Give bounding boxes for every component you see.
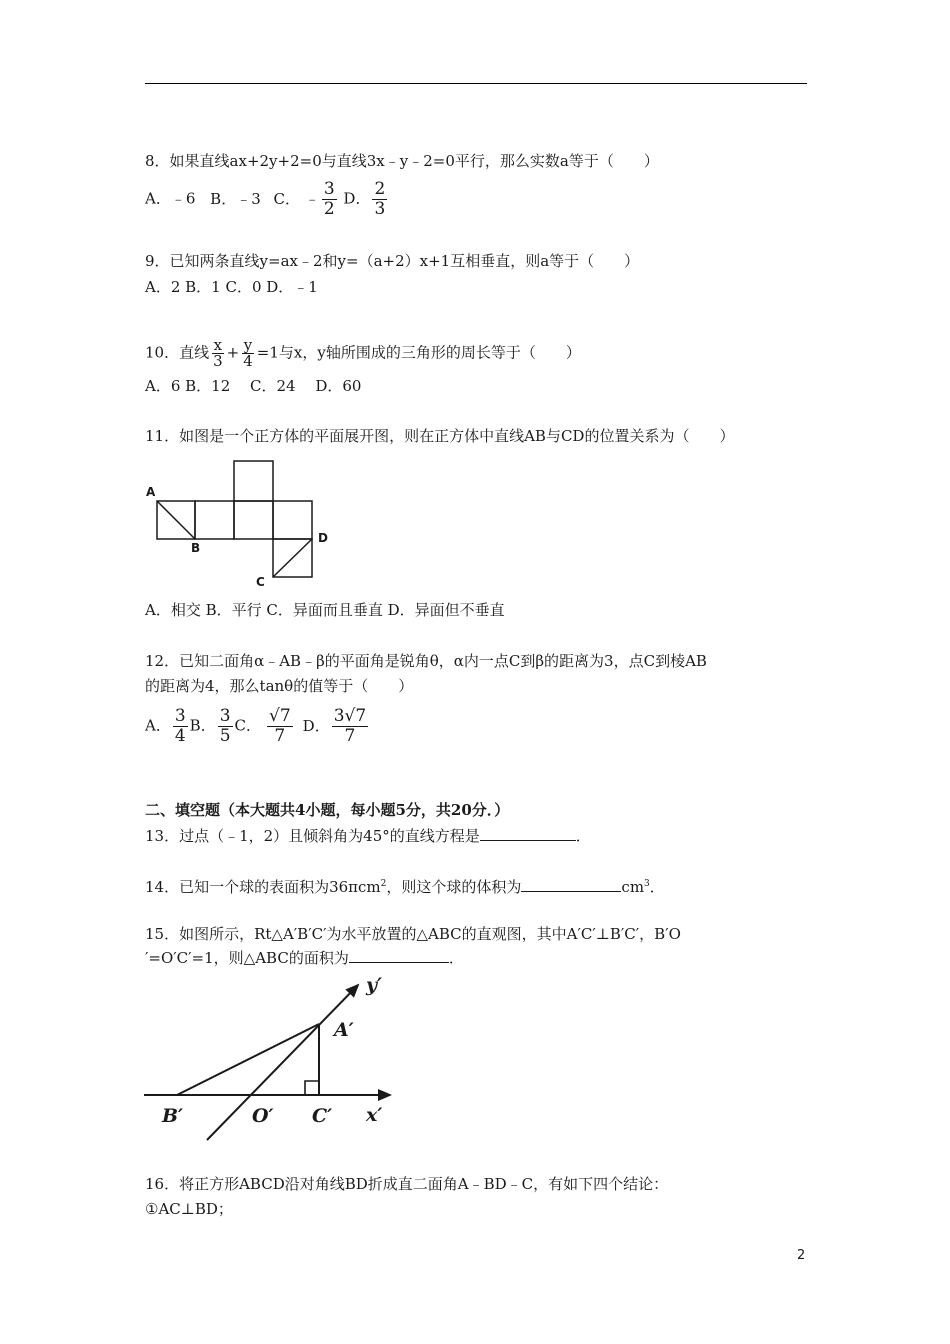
q12-option-d-label: D． [302, 716, 330, 735]
q12-option-c-label: C． [234, 716, 262, 735]
q14-superscript: 2 [380, 879, 387, 889]
q12-options [145, 707, 370, 746]
q12-option-d-fraction: $\frac{3√7}{7}$ [333, 706, 367, 746]
q12-line1: 12．已知二面角α﹣AB﹣β的平面角是锐角θ，α内一点C到β的距离为3，点C到棱AB [145, 652, 707, 670]
q10-equals: =1 [256, 343, 279, 362]
label-a-prime: A′ [334, 1019, 354, 1041]
q8-options [145, 180, 389, 219]
header-rule [145, 83, 807, 84]
label-y-prime: y′ [366, 974, 383, 996]
q15-line2 [145, 948, 464, 968]
q12-option-a-fraction: $\frac{3}{4}$ [174, 706, 186, 746]
net-square-2 [195, 501, 234, 539]
y-axis [207, 985, 358, 1140]
q12-option-c-fraction: $\frac{√7}{7}$ [269, 706, 291, 746]
segment-ab [157, 501, 195, 539]
q12-option-b-label: B． [189, 716, 216, 735]
q15-line1: 15．如图所示，Rt△A′B′C′为水平放置的△ABC的直观图，其中A′C′⊥B′C′，B′O [145, 925, 681, 943]
q10-prefix: 10．直线 [145, 343, 210, 362]
q10-fraction-x: $\frac{x}{3}$ [213, 336, 223, 370]
q10-plus: + [226, 343, 240, 362]
segment-cd [273, 539, 312, 577]
q15-end: ． [448, 949, 464, 967]
label-b: B [191, 541, 201, 555]
label-a: A [146, 485, 156, 499]
q8-option-c-sign: ﹣ [304, 189, 320, 208]
q8-option-d-fraction: $\frac{2}{3}$ [374, 179, 386, 219]
q8-stem: 8．如果直线ax+2y+2=0与直线3x﹣y﹣2=0平行，那么实数a等于（ ） [145, 152, 659, 170]
net-square-top [234, 461, 273, 501]
q14-text: 14．已知一个球的表面积为36πcm [145, 878, 381, 896]
page-number: 2 [797, 1248, 806, 1263]
q8-option-a: A．﹣6 [145, 189, 196, 208]
q9-stem: 9．已知两条直线y=ax﹣2和y=（a+2）x+1互相垂直，则a等于（ ） [145, 252, 640, 270]
q14-end: ． [649, 878, 665, 896]
section-2-title: 二、填空题（本大题共4小题，每小题5分，共20分．） [145, 801, 510, 819]
label-d: D [318, 531, 328, 545]
label-o-prime: O′ [252, 1105, 274, 1127]
q16-line2: ①AC⊥BD； [145, 1200, 233, 1218]
side-b-a [177, 1024, 319, 1095]
label-c: C [256, 575, 265, 589]
cube-net-figure [140, 455, 340, 590]
q16-line1: 16．将正方形ABCD沿对角线BD折成直二面角A﹣BD﹣C，有如下四个结论： [145, 1175, 669, 1193]
net-square-4 [273, 501, 312, 539]
q14-answer-blank[interactable] [521, 891, 621, 892]
q10-options: A．6 B．12 C．24 D．60 [145, 377, 362, 395]
q8-option-b: B．﹣3 [210, 189, 261, 208]
q12-option-b-fraction: $\frac{3}{5}$ [219, 706, 231, 746]
q15-answer-blank[interactable] [349, 962, 449, 963]
q10-suffix: 与x，y轴所围成的三角形的周长等于（ ） [278, 343, 581, 362]
label-b-prime: B′ [162, 1105, 184, 1127]
q8-option-c-label: C． [273, 189, 301, 208]
q15-line2-text: ′=O′C′=1，则△ABC的面积为 [145, 949, 349, 967]
q14 [145, 874, 665, 897]
q14-mid: ，则这个球的体积为 [386, 878, 522, 896]
label-x-prime: x′ [366, 1104, 383, 1126]
q13-end: ． [575, 827, 591, 845]
q12-line2: 的距离为4，那么tanθ的值等于（ ） [145, 677, 414, 695]
q14-unit-superscript: 3 [644, 879, 650, 889]
label-c-prime: C′ [312, 1105, 333, 1127]
q11-options: A．相交 B．平行 C．异面而且垂直 D．异面但不垂直 [145, 601, 505, 619]
q14-unit: cm [621, 878, 645, 896]
q10-stem [145, 338, 581, 369]
q13-text: 13．过点（﹣1，2）且倾斜角为45°的直线方程是 [145, 827, 480, 845]
q9-options: A．2 B．1 C．0 D．﹣1 [145, 278, 318, 296]
oblique-triangle-figure [140, 970, 400, 1150]
q8-option-c-fraction: $\frac{3}{2}$ [323, 179, 335, 219]
q12-option-a-label: A． [145, 716, 171, 735]
net-square-3 [234, 501, 273, 539]
q10-fraction-y: $\frac{y}{4}$ [243, 336, 253, 370]
right-angle-mark [305, 1081, 319, 1095]
q11-stem: 11．如图是一个正方体的平面展开图，则在正方体中直线AB与CD的位置关系为（ ） [145, 427, 735, 445]
q8-option-d-label: D． [343, 189, 371, 208]
q13-answer-blank[interactable] [480, 840, 576, 841]
q13 [145, 826, 591, 846]
